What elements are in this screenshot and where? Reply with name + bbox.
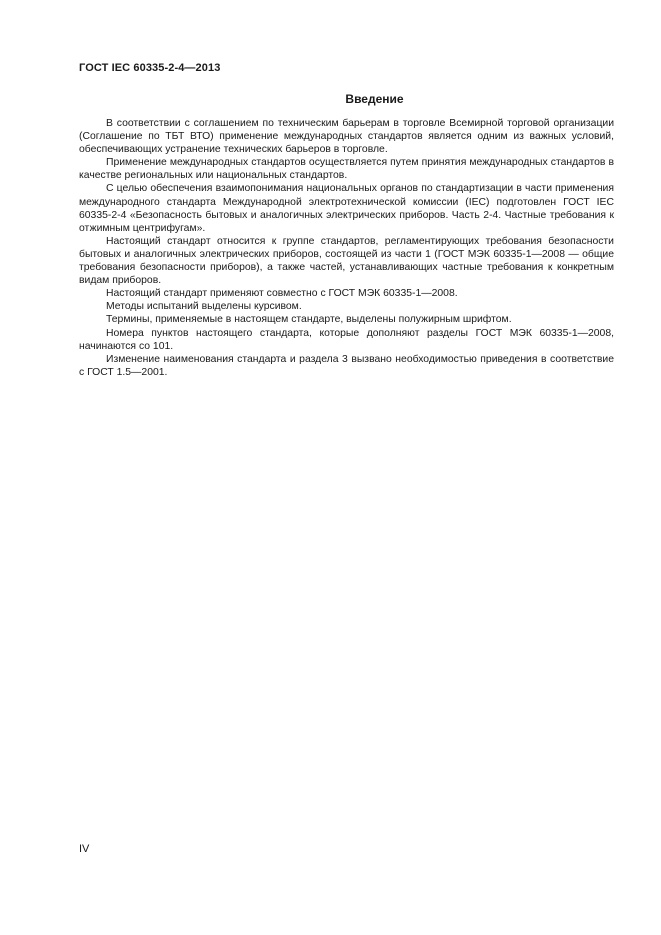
introduction-body <box>79 117 614 379</box>
section-title-container <box>79 92 614 106</box>
standard-code-header: ГОСТ IEC 60335-2-4—2013 <box>79 62 221 74</box>
paragraph-scope-group: Настоящий стандарт относится к группе стандартов, регламентирующих требования безопасности бытовых и аналогичных электрических приборов, состоящей из части 1 (ГОСТ МЭК 60335-1—2008 — общие требования безопасности приборов), а также частей, устанавливающих частные требования к конкретным видам приборов. <box>79 235 614 287</box>
page-number: IV <box>79 843 90 855</box>
paragraph-clause-numbers: Номера пунктов настоящего стандарта, которые дополняют разделы ГОСТ МЭК 60335-1—2008, начинаются со 101. <box>79 327 614 352</box>
paragraph-joint-use: Настоящий стандарт применяют совместно с ГОСТ МЭК 60335-1—2008. <box>106 288 458 300</box>
paragraph-purpose: С целью обеспечения взаимопонимания национальных органов по стандартизации в части применения международного стандарта Международной электротехнической комиссии (IEC) подготовлен ГОСТ IEC 60335-2-4 «Безопасность бытовых и аналогичных электрических приборов. Часть 2-4. Частные требования к отжимным центрифугам». <box>79 183 614 234</box>
paragraph-adoption: Применение международных стандартов осуществляется путем принятия международных стандартов в качестве региональных или национальных стандартов. <box>79 157 614 182</box>
paragraph-name-change: Изменение наименования стандарта и раздела 3 вызвано необходимостью приведения в соответствие с ГОСТ 1.5—2001. <box>79 353 614 378</box>
section-title: Введение <box>345 92 404 106</box>
paragraph-test-methods: Методы испытаний выделены курсивом. <box>106 301 302 313</box>
paragraph-wto-agreement: В соответствии с соглашением по техническим барьерам в торговле Всемирной торговой организации (Соглашение по ТБТ ВТО) применение международных стандартов является одним из важных условий, обеспечивающих устранение технических барьеров в торговле. <box>79 118 614 156</box>
paragraph-terms: Термины, применяемые в настоящем стандарте, выделены полужирным шрифтом. <box>106 314 512 326</box>
